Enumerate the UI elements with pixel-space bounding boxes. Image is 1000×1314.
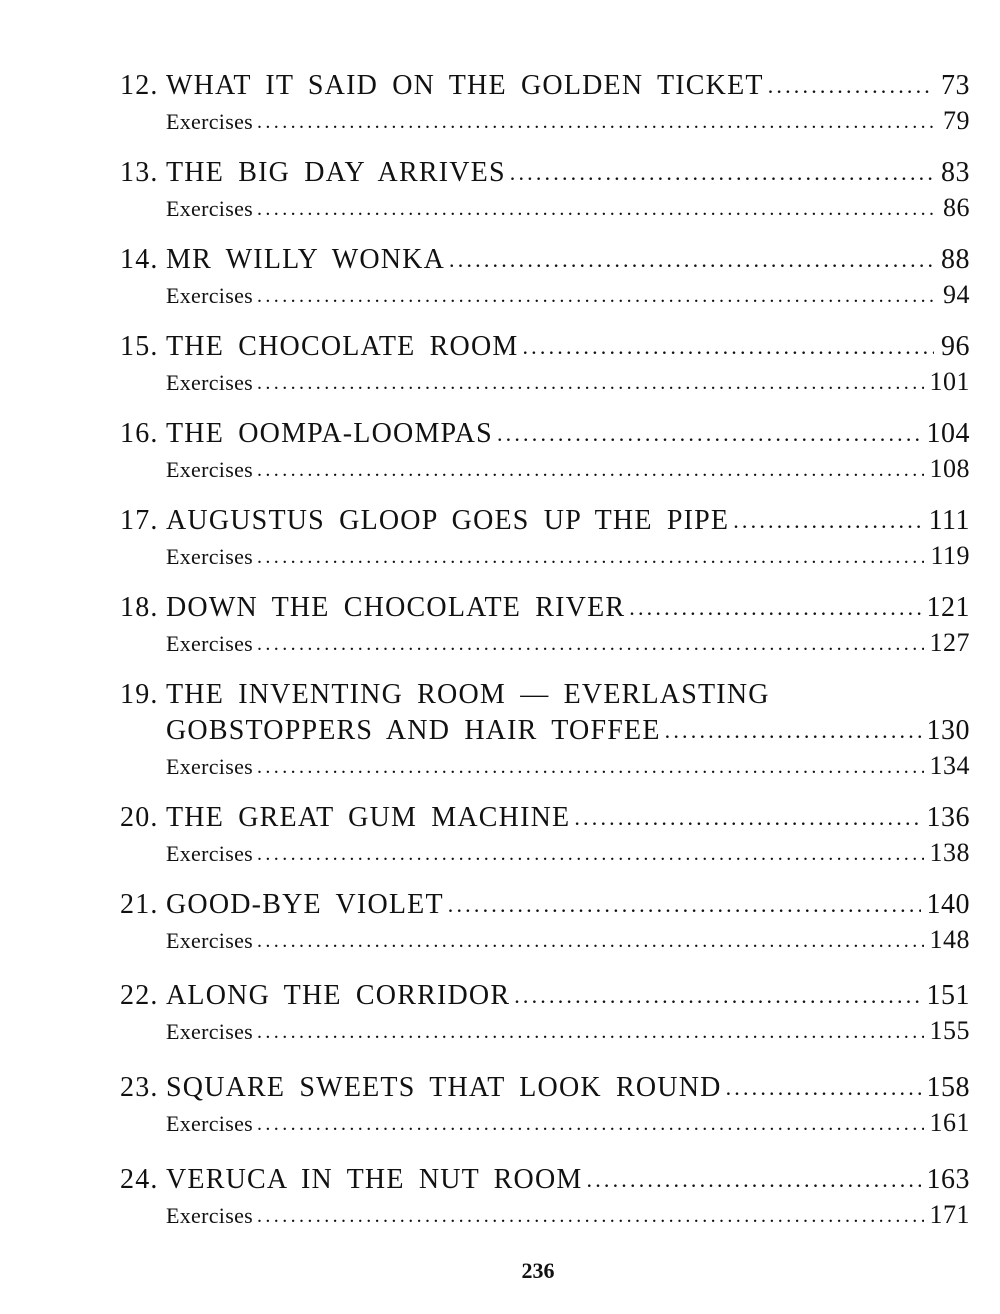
chapter-title: GOOD-BYE VIOLET [166,889,444,920]
chapter-page: 104 [926,418,970,449]
chapter-title: ALONG THE CORRIDOR [166,980,511,1011]
chapter-page: 140 [926,889,970,920]
dot-leader [665,718,921,744]
chapter-line[interactable] [120,505,970,541]
exercises-label: Exercises [166,631,253,656]
chapter-page: 158 [926,1072,970,1103]
toc-entry [120,331,970,401]
exercises-line[interactable] [120,838,970,872]
toc-entry [120,157,970,227]
exercises-page: 127 [929,628,970,657]
exercises-page: 138 [929,838,970,867]
exercises-page: 86 [943,193,970,222]
chapter-line[interactable] [120,418,970,454]
dot-leader [522,334,934,360]
dot-leader [257,198,934,221]
exercises-line[interactable] [120,106,970,140]
chapter-number: 22. [120,980,159,1011]
exercises-label: Exercises [166,544,253,569]
chapter-line[interactable] [120,802,970,838]
dot-leader [257,1205,924,1228]
chapter-page: 136 [926,802,970,833]
dot-leader [257,756,924,779]
chapter-number: 18. [120,592,159,623]
toc-entry [120,592,970,662]
chapter-title: THE CHOCOLATE ROOM [166,331,519,362]
toc-entry [120,70,970,140]
chapter-number: 12. [120,70,159,101]
chapter-number: 13. [120,157,159,188]
exercises-label: Exercises [166,283,253,308]
exercises-line[interactable] [120,454,970,488]
chapter-title: DOWN THE CHOCOLATE RIVER [166,592,626,623]
dot-leader [257,546,924,569]
toc-entry [120,1072,970,1142]
chapter-line[interactable] [120,1164,970,1200]
exercises-label: Exercises [166,928,253,953]
chapter-number: 14. [120,244,159,275]
dot-leader [257,372,924,395]
chapter-line[interactable] [120,70,970,106]
toc-entry [120,418,970,488]
dot-leader [587,1167,921,1193]
dot-leader [497,421,921,447]
dot-leader [257,111,934,134]
toc-entry [120,1164,970,1234]
chapter-title-line-2: GOBSTOPPERS AND HAIR TOFFEE [166,715,661,746]
dot-leader [257,1113,924,1136]
chapter-line-continued[interactable] [120,715,970,751]
exercises-label: Exercises [166,109,253,134]
page-number: 236 [521,1258,555,1283]
chapter-number: 17. [120,505,159,536]
toc-entry [120,980,970,1050]
exercises-page: 108 [929,454,970,483]
chapter-page: 121 [926,592,970,623]
exercises-label: Exercises [166,841,253,866]
dot-leader [449,247,934,273]
exercises-label: Exercises [166,754,253,779]
chapter-number: 21. [120,889,159,920]
exercises-page: 161 [929,1108,970,1137]
exercises-line[interactable] [120,751,970,785]
exercises-label: Exercises [166,370,253,395]
exercises-page: 155 [929,1016,970,1045]
exercises-line[interactable] [120,367,970,401]
chapter-title: THE BIG DAY ARRIVES [166,157,506,188]
chapter-number: 20. [120,802,159,833]
dot-leader [726,1075,921,1101]
chapter-number: 15. [120,331,159,362]
chapter-number: 23. [120,1072,159,1103]
exercises-line[interactable] [120,280,970,314]
chapter-page: 163 [926,1164,970,1195]
chapter-line[interactable] [120,1072,970,1108]
chapter-title: WHAT IT SAID ON THE GOLDEN TICKET [166,70,764,101]
exercises-line[interactable] [120,925,970,959]
table-of-contents [120,70,970,1251]
exercises-line[interactable] [120,1200,970,1234]
dot-leader [510,160,934,186]
exercises-label: Exercises [166,1203,253,1228]
chapter-line[interactable] [120,980,970,1016]
exercises-page: 148 [929,925,970,954]
dot-leader [514,983,920,1009]
exercises-label: Exercises [166,196,253,221]
dot-leader [257,633,924,656]
exercises-page: 171 [929,1200,970,1229]
chapter-line[interactable] [120,244,970,280]
chapter-line[interactable] [120,331,970,367]
chapter-page: 96 [941,331,970,362]
dot-leader [257,459,924,482]
chapter-page: 73 [941,70,970,101]
exercises-line[interactable] [120,541,970,575]
exercises-page: 119 [930,541,970,570]
dot-leader [733,508,922,534]
exercises-line[interactable] [120,1108,970,1142]
chapter-title: THE GREAT GUM MACHINE [166,802,571,833]
toc-entry [120,244,970,314]
chapter-line[interactable] [120,679,970,715]
chapter-title: SQUARE SWEETS THAT LOOK ROUND [166,1072,722,1103]
exercises-line[interactable] [120,628,970,662]
toc-entry [120,505,970,575]
chapter-page: 111 [928,505,970,536]
chapter-title: VERUCA IN THE NUT ROOM [166,1164,583,1195]
exercises-label: Exercises [166,1111,253,1136]
exercises-label: Exercises [166,457,253,482]
exercises-label: Exercises [166,1019,253,1044]
toc-entry [120,679,970,785]
chapter-line[interactable] [120,592,970,628]
chapter-number: 19. [120,679,159,710]
dot-leader [574,805,920,831]
chapter-number: 24. [120,1164,159,1195]
chapter-page: 88 [941,244,970,275]
dot-leader [629,595,920,621]
dot-leader [768,73,934,99]
chapter-line[interactable] [120,157,970,193]
chapter-page: 83 [941,157,970,188]
exercises-line[interactable] [120,1016,970,1050]
chapter-title: AUGUSTUS GLOOP GOES UP THE PIPE [166,505,730,536]
chapter-title: MR WILLY WONKA [166,244,446,275]
chapter-title: THE OOMPA-LOOMPAS [166,418,493,449]
exercises-page: 94 [943,280,970,309]
chapter-page: 130 [926,715,970,746]
chapter-page: 151 [926,980,970,1011]
exercises-page: 79 [943,106,970,135]
exercises-page: 101 [929,367,970,396]
dot-leader [257,930,924,953]
exercises-page: 134 [929,751,970,780]
exercises-line[interactable] [120,193,970,227]
chapter-number: 16. [120,418,159,449]
chapter-title-line-1: THE INVENTING ROOM — EVERLASTING [166,679,770,710]
chapter-line[interactable] [120,889,970,925]
dot-leader [448,892,921,918]
dot-leader [257,285,934,308]
dot-leader [257,1021,924,1044]
toc-entry [120,889,970,959]
dot-leader [257,843,924,866]
toc-entry [120,802,970,872]
